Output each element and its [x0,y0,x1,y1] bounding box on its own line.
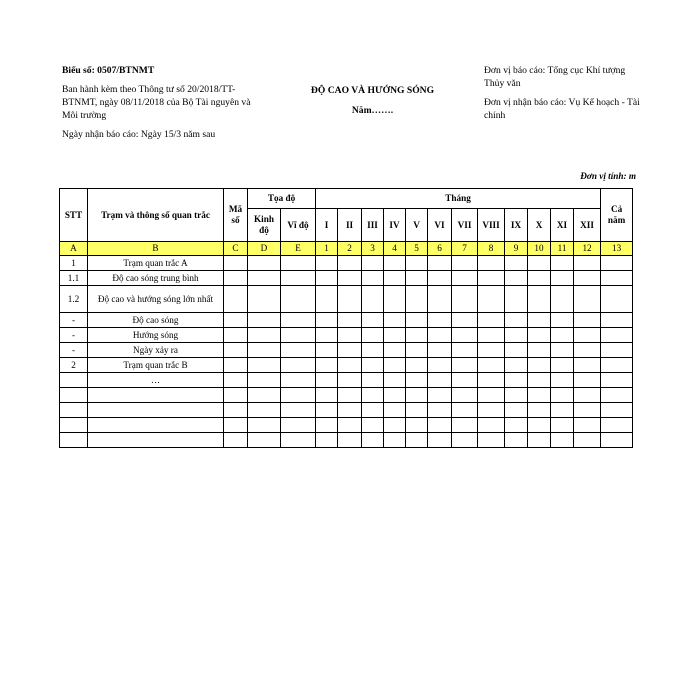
data-cell [551,343,574,358]
data-cell [281,328,316,343]
data-cell [248,328,281,343]
data-cell [316,271,338,286]
data-cell [428,271,452,286]
row-label: Độ cao và hướng sóng lớn nhất [88,286,224,313]
data-cell [338,418,362,433]
data-cell [505,373,528,388]
data-cell [406,358,428,373]
data-cell [452,271,478,286]
data-cell [601,418,633,433]
row-label: Hướng sóng [88,328,224,343]
data-cell [478,313,505,328]
data-cell [224,403,248,418]
data-cell [452,388,478,403]
data-cell [338,403,362,418]
data-cell [551,418,574,433]
data-cell [224,328,248,343]
data-cell [551,388,574,403]
data-cell [505,358,528,373]
data-cell [384,313,406,328]
data-cell [406,271,428,286]
row-label: Độ cao sóng [88,313,224,328]
data-cell [338,358,362,373]
data-cell [224,433,248,448]
col-header-month-4: IV [384,209,406,242]
data-cell [505,403,528,418]
data-cell [248,271,281,286]
data-cell [316,328,338,343]
data-cell [281,256,316,271]
row-stt [60,433,88,448]
row-label [88,388,224,403]
data-cell [551,328,574,343]
data-cell [528,358,551,373]
row-label: Trạm quan trắc A [88,256,224,271]
column-letter: 5 [406,242,428,256]
col-header-month: Tháng [316,189,601,209]
data-cell [528,286,551,313]
issued-with-text: Ban hành kèm theo Thông tư số 20/2018/TT-BTNMT, ngày 08/11/2018 của Bộ Tài nguyên và Môi trường [62,84,251,121]
data-cell [316,358,338,373]
data-cell [224,388,248,403]
column-letter: 4 [384,242,406,256]
data-cell [601,313,633,328]
table-row [60,373,633,388]
data-cell [248,373,281,388]
column-letter: A [60,242,88,256]
col-header-month-10: X [528,209,551,242]
data-cell [384,358,406,373]
data-cell [224,343,248,358]
data-cell [428,418,452,433]
data-cell [362,328,384,343]
col-header-month-2: II [338,209,362,242]
row-stt: - [60,328,88,343]
data-cell [406,313,428,328]
data-cell [478,343,505,358]
row-label: Độ cao sóng trung bình [88,271,224,286]
data-cell [528,256,551,271]
col-header-month-11: XI [551,209,574,242]
data-cell [428,286,452,313]
column-letter: 11 [551,242,574,256]
column-letter: 1 [316,242,338,256]
column-letter: E [281,242,316,256]
data-cell [551,373,574,388]
data-cell [574,328,601,343]
data-cell [452,313,478,328]
data-cell [362,256,384,271]
data-cell [316,256,338,271]
receiving-unit-text: Đơn vị nhận báo cáo: Vụ Kế hoạch - Tài chính [484,97,640,121]
data-cell [281,418,316,433]
data-cell [224,418,248,433]
data-cell [406,403,428,418]
data-cell [362,433,384,448]
column-letter: 12 [574,242,601,256]
row-label: Trạm quan trắc B [88,358,224,373]
data-cell [224,373,248,388]
data-cell [505,271,528,286]
data-cell [478,388,505,403]
data-cell [362,373,384,388]
row-stt: 2 [60,358,88,373]
data-cell [281,343,316,358]
row-stt: 1 [60,256,88,271]
col-header-month-9: IX [505,209,528,242]
data-cell [601,328,633,343]
data-cell [528,433,551,448]
data-cell [384,388,406,403]
table-row [60,418,633,433]
data-cell [406,373,428,388]
data-cell [528,418,551,433]
data-cell [384,328,406,343]
data-cell [362,418,384,433]
data-cell [574,433,601,448]
data-cell [428,373,452,388]
data-cell [428,403,452,418]
data-cell [248,286,281,313]
data-cell [248,358,281,373]
data-cell [281,286,316,313]
data-cell [224,256,248,271]
data-cell [574,313,601,328]
row-stt [60,373,88,388]
data-cell [428,313,452,328]
data-cell [362,388,384,403]
data-cell [551,271,574,286]
column-letter-row [60,242,633,256]
data-cell [406,256,428,271]
column-letter: D [248,242,281,256]
row-stt [60,388,88,403]
data-cell [551,256,574,271]
data-cell [478,433,505,448]
data-cell [505,418,528,433]
receive-date-text: Ngày nhận báo cáo: Ngày 15/3 năm sau [62,129,216,140]
data-cell [528,388,551,403]
data-cell [478,256,505,271]
header-right [484,64,644,122]
col-header-month-5: V [406,209,428,242]
data-cell [428,328,452,343]
data-cell [338,271,362,286]
data-cell [281,271,316,286]
report-title: ĐỘ CAO VÀ HƯỚNG SÓNG [310,85,435,96]
row-stt: 1.1 [60,271,88,286]
data-cell [384,271,406,286]
data-cell [224,313,248,328]
table-row [60,433,633,448]
data-cell [528,313,551,328]
data-cell [452,286,478,313]
data-cell [551,286,574,313]
column-letter: 2 [338,242,362,256]
data-cell [452,373,478,388]
reporting-unit-text: Đơn vị báo cáo: Tổng cục Khí tượng Thủy văn [484,65,626,89]
row-label [88,418,224,433]
table-row [60,343,633,358]
data-cell [362,343,384,358]
data-cell [362,358,384,373]
data-cell [601,433,633,448]
row-label [88,403,224,418]
col-header-month-12: XII [574,209,601,242]
data-cell [505,286,528,313]
data-cell [478,358,505,373]
data-cell [574,271,601,286]
data-cell [338,328,362,343]
data-cell [601,256,633,271]
data-cell [601,373,633,388]
data-cell [505,256,528,271]
data-cell [601,343,633,358]
data-cell [224,286,248,313]
data-cell [248,256,281,271]
col-header-month-7: VII [452,209,478,242]
data-cell [281,373,316,388]
data-cell [338,388,362,403]
data-cell [505,388,528,403]
row-label [88,433,224,448]
data-cell [478,271,505,286]
data-cell [406,433,428,448]
header-left [62,64,267,141]
col-header-coord: Tọa độ [248,189,316,209]
data-cell [362,286,384,313]
table-row [60,403,633,418]
col-header-code: Mã số [224,189,248,242]
data-cell [478,403,505,418]
table-row [60,313,633,328]
column-letter: 9 [505,242,528,256]
data-cell [224,271,248,286]
data-cell [281,358,316,373]
data-cell [338,343,362,358]
header-center [285,84,460,117]
col-header-month-6: VI [428,209,452,242]
data-cell [338,256,362,271]
column-letter: 13 [601,242,633,256]
data-cell [338,433,362,448]
unit-note: Đơn vị tính: m [580,171,636,181]
table-row [60,256,633,271]
data-cell [528,343,551,358]
data-cell [316,433,338,448]
row-stt: 1.2 [60,286,88,313]
column-letter: 10 [528,242,551,256]
data-cell [428,388,452,403]
data-cell [248,418,281,433]
data-cell [478,328,505,343]
data-cell [452,328,478,343]
data-cell [452,256,478,271]
data-cell [281,313,316,328]
data-cell [478,286,505,313]
col-header-month-1: I [316,209,338,242]
data-cell [505,328,528,343]
data-cell [528,403,551,418]
data-cell [528,328,551,343]
column-letter: 6 [428,242,452,256]
data-cell [601,271,633,286]
row-label: Ngày xảy ra [88,343,224,358]
data-cell [406,286,428,313]
data-cell [428,343,452,358]
column-letter: 7 [452,242,478,256]
data-cell [452,358,478,373]
col-header-month-3: III [362,209,384,242]
data-cell [248,343,281,358]
data-cell [428,433,452,448]
form-code: Biểu số: 0507/BTNMT [62,65,155,76]
data-cell [406,418,428,433]
data-cell [478,418,505,433]
data-cell [384,286,406,313]
data-cell [338,373,362,388]
data-cell [428,256,452,271]
data-cell [362,271,384,286]
data-cell [574,343,601,358]
table-row [60,388,633,403]
data-cell [248,388,281,403]
row-label: … [88,373,224,388]
data-cell [452,418,478,433]
row-stt [60,418,88,433]
data-cell [528,373,551,388]
data-cell [551,433,574,448]
data-cell [281,433,316,448]
data-cell [338,313,362,328]
data-cell [574,403,601,418]
data-cell [452,343,478,358]
row-stt: - [60,313,88,328]
data-cell [406,388,428,403]
data-cell [574,286,601,313]
data-cell [406,328,428,343]
data-cell [384,256,406,271]
data-cell [316,403,338,418]
data-cell [428,358,452,373]
data-cell [551,358,574,373]
data-cell [601,286,633,313]
data-cell [316,418,338,433]
data-cell [384,418,406,433]
data-cell [551,313,574,328]
table-row [60,358,633,373]
row-stt: - [60,343,88,358]
data-cell [316,313,338,328]
col-header-month-8: VIII [478,209,505,242]
data-cell [248,433,281,448]
data-cell [574,256,601,271]
data-cell [316,373,338,388]
data-cell [505,433,528,448]
table-body [60,256,633,448]
data-cell [281,388,316,403]
column-letter: 3 [362,242,384,256]
data-cell [224,358,248,373]
table-row [60,328,633,343]
data-cell [574,418,601,433]
data-cell [384,403,406,418]
col-header-stt: STT [60,189,88,242]
row-stt [60,403,88,418]
data-cell [452,433,478,448]
report-year: Năm……. [351,105,394,116]
data-cell [601,358,633,373]
data-cell [362,403,384,418]
data-cell [528,271,551,286]
report-table [59,188,633,448]
col-header-lon: Kinh độ [248,209,281,242]
data-cell [384,373,406,388]
data-cell [316,343,338,358]
col-header-station: Trạm và thông số quan trắc [88,189,224,242]
data-cell [338,286,362,313]
table-row [60,286,633,313]
data-cell [248,313,281,328]
data-cell [505,313,528,328]
data-cell [574,358,601,373]
data-cell [248,403,281,418]
column-letter: C [224,242,248,256]
data-cell [505,343,528,358]
data-cell [406,343,428,358]
data-cell [281,403,316,418]
data-cell [478,373,505,388]
col-header-lat: Vĩ độ [281,209,316,242]
data-cell [574,373,601,388]
col-header-year: Cả năm [601,189,633,242]
data-cell [452,403,478,418]
data-cell [574,388,601,403]
data-cell [601,403,633,418]
data-cell [316,388,338,403]
header-row-top [60,189,633,209]
data-cell [362,313,384,328]
data-cell [551,403,574,418]
data-cell [384,433,406,448]
column-letter: B [88,242,224,256]
table-row [60,271,633,286]
column-letter: 8 [478,242,505,256]
data-cell [601,388,633,403]
data-cell [316,286,338,313]
data-cell [384,343,406,358]
